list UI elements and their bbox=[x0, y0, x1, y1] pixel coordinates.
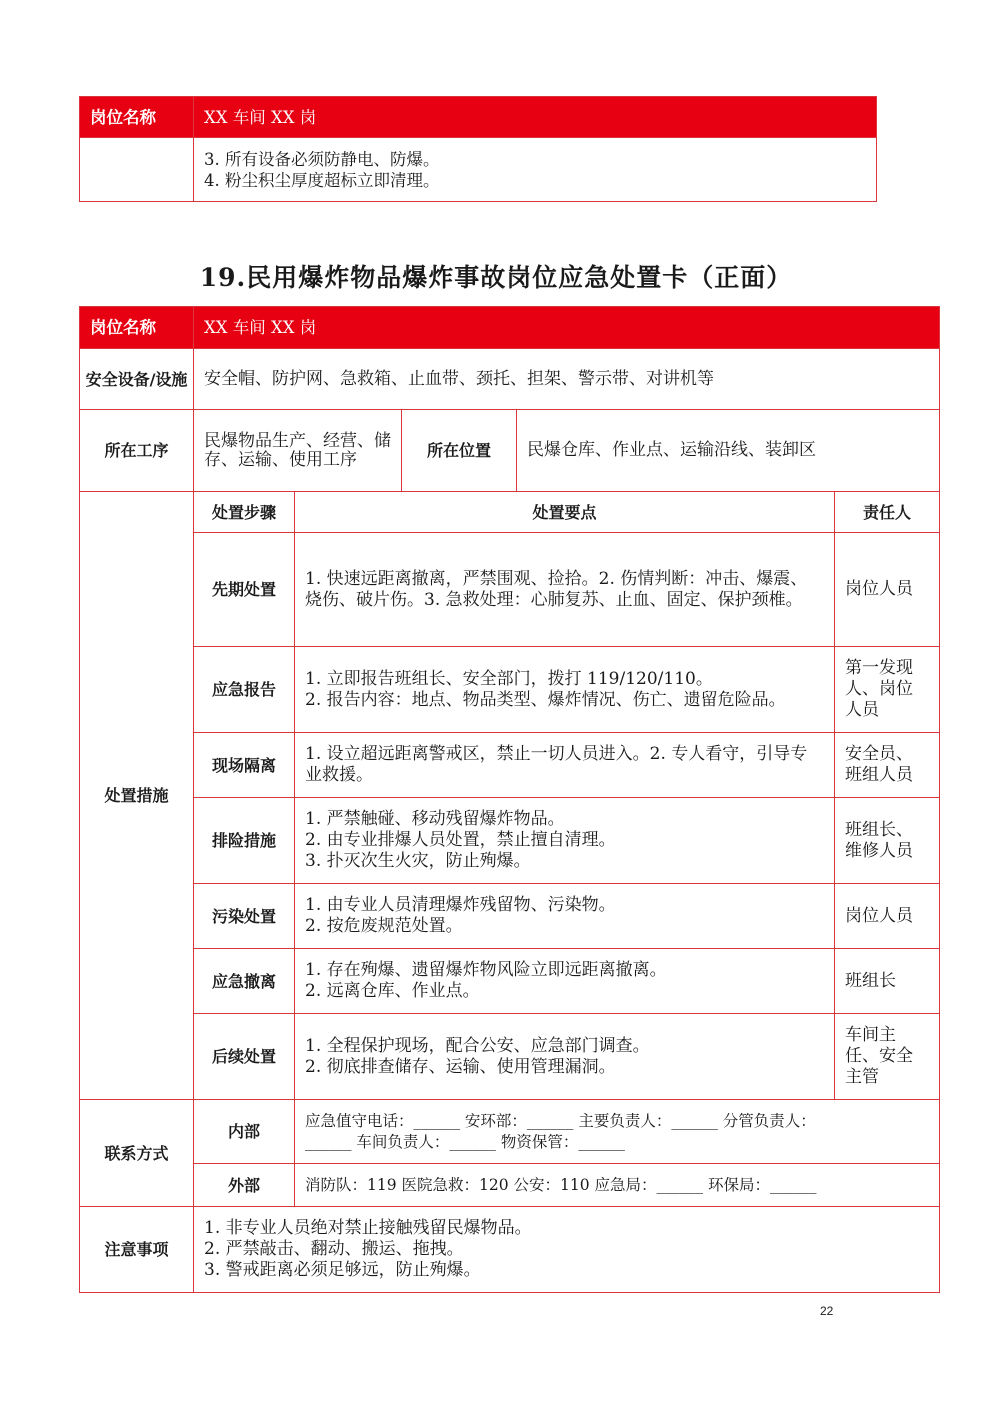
step-person: 班组长 bbox=[835, 949, 940, 1014]
step-point-line: 1. 快速远距离撤离，严禁围观、捡拾。2. 伤情判断：冲击、爆震、烧伤、破片伤。3. 急救处理：心肺复苏、止血、固定、保护颈椎。 bbox=[305, 568, 808, 610]
step-points bbox=[295, 1014, 835, 1100]
notes-row bbox=[80, 1207, 940, 1293]
step-person: 第一发现人、岗位人员 bbox=[835, 647, 940, 733]
step-row bbox=[80, 533, 940, 647]
notes-label: 注意事项 bbox=[80, 1207, 194, 1293]
step-person: 岗位人员 bbox=[835, 884, 940, 949]
measures-header-row bbox=[80, 492, 940, 533]
step-points bbox=[295, 884, 835, 949]
internal-label: 内部 bbox=[194, 1100, 295, 1164]
safety-value: 安全帽、防护网、急救箱、止血带、颈托、担架、警示带、对讲机等 bbox=[194, 349, 940, 410]
location-value: 民爆仓库、作业点、运输沿线、装卸区 bbox=[517, 410, 940, 492]
top-card-table bbox=[79, 96, 877, 202]
step-row bbox=[80, 884, 940, 949]
step-name: 应急报告 bbox=[194, 647, 295, 733]
step-point-line: 2. 彻底排查储存、运输、使用管理漏洞。 bbox=[305, 1056, 616, 1077]
step-person: 车间主任、安全主管 bbox=[835, 1014, 940, 1100]
card-title: 19.民用爆炸物品爆炸事故岗位应急处置卡（正面） bbox=[199, 263, 793, 292]
step-point-line: 1. 立即报告班组长、安全部门，拨打 119/120/110。 bbox=[305, 668, 713, 689]
top-card-header-row bbox=[80, 97, 877, 138]
step-point-line: 2. 远离仓库、作业点。 bbox=[305, 981, 480, 1001]
safety-label: 安全设备/设施 bbox=[80, 349, 194, 410]
safety-row bbox=[80, 349, 940, 410]
step-point-line: 1. 设立超远距离警戒区，禁止一切人员进入。2. 专人看守，引导专业救援。 bbox=[305, 744, 808, 785]
top-card-lines bbox=[194, 138, 877, 202]
col-person-header: 责任人 bbox=[835, 492, 940, 533]
step-point-line: 1. 全程保护现场，配合公安、应急部门调查。 bbox=[305, 1035, 650, 1056]
step-name: 污染处置 bbox=[194, 884, 295, 949]
step-point-line: 2. 按危废规范处置。 bbox=[305, 916, 463, 936]
main-header-label: 岗位名称 bbox=[80, 307, 194, 349]
top-header-value: XX 车间 XX 岗 bbox=[194, 97, 877, 138]
step-row bbox=[80, 733, 940, 798]
step-point-line: 1. 严禁触碰、移动残留爆炸物品。 bbox=[305, 809, 565, 829]
emergency-card-table bbox=[79, 306, 940, 1293]
top-card-line: 4. 粉尘积尘厚度超标立即清理。 bbox=[204, 170, 440, 190]
location-label: 所在位置 bbox=[402, 410, 517, 492]
contact-external-row bbox=[80, 1164, 940, 1207]
external-contacts: 消防队：119 医院急救：120 公安：110 应急局：______ 环保局：______ bbox=[295, 1164, 940, 1207]
note-line: 1. 非专业人员绝对禁止接触残留民爆物品。 bbox=[204, 1218, 532, 1238]
top-card-line: 3. 所有设备必须防静电、防爆。 bbox=[204, 149, 440, 169]
step-row bbox=[80, 798, 940, 884]
step-name: 先期处置 bbox=[194, 533, 295, 647]
process-label: 所在工序 bbox=[80, 410, 194, 492]
step-points bbox=[295, 798, 835, 884]
process-value: 民爆物品生产、经营、储存、运输、使用工序 bbox=[194, 410, 402, 492]
step-points bbox=[295, 533, 835, 647]
contact-internal-row bbox=[80, 1100, 940, 1164]
contact-label: 联系方式 bbox=[80, 1100, 194, 1207]
note-line: 2. 严禁敲击、翻动、搬运、拖拽。 bbox=[204, 1239, 464, 1259]
internal-contacts bbox=[295, 1100, 940, 1164]
step-person: 岗位人员 bbox=[835, 533, 940, 647]
col-step-header: 处置步骤 bbox=[194, 492, 295, 533]
step-points bbox=[295, 733, 835, 798]
step-point-line: 2. 报告内容：地点、物品类型、爆炸情况、伤亡、遗留危险品。 bbox=[305, 689, 786, 710]
main-header-row bbox=[80, 307, 940, 349]
step-name: 应急撤离 bbox=[194, 949, 295, 1014]
step-person: 安全员、班组人员 bbox=[835, 733, 940, 798]
main-header-value: XX 车间 XX 岗 bbox=[194, 307, 940, 349]
step-name: 后续处置 bbox=[194, 1014, 295, 1100]
step-points bbox=[295, 647, 835, 733]
step-row bbox=[80, 949, 940, 1014]
process-row bbox=[80, 410, 940, 492]
external-label: 外部 bbox=[194, 1164, 295, 1207]
top-header-label: 岗位名称 bbox=[80, 97, 194, 138]
page-number: 22 bbox=[820, 1304, 834, 1318]
step-row bbox=[80, 1014, 940, 1100]
internal-contact-line: 应急值守电话：______ 安环部：______ 主要负责人：______ 分管负责人： bbox=[305, 1111, 816, 1130]
step-point-line: 1. 存在殉爆、遗留爆炸物风险立即远距离撤离。 bbox=[305, 960, 667, 980]
top-card-empty-cell bbox=[80, 138, 194, 202]
step-point-line: 2. 由专业排爆人员处置，禁止擅自清理。 bbox=[305, 830, 616, 850]
note-line: 3. 警戒距离必须足够远，防止殉爆。 bbox=[204, 1260, 481, 1280]
step-name: 现场隔离 bbox=[194, 733, 295, 798]
internal-contact-line: ______ 车间负责人：______ 物资保管：______ bbox=[305, 1132, 625, 1151]
step-row bbox=[80, 647, 940, 733]
measures-label: 处置措施 bbox=[80, 492, 194, 1100]
step-point-line: 3. 扑灭次生火灾，防止殉爆。 bbox=[305, 851, 531, 871]
top-card-body-row bbox=[80, 138, 877, 202]
step-name: 排险措施 bbox=[194, 798, 295, 884]
step-point-line: 1. 由专业人员清理爆炸残留物、污染物。 bbox=[305, 895, 616, 915]
col-points-header: 处置要点 bbox=[295, 492, 835, 533]
notes-list bbox=[194, 1207, 940, 1293]
step-points bbox=[295, 949, 835, 1014]
step-person: 班组长、维修人员 bbox=[835, 798, 940, 884]
